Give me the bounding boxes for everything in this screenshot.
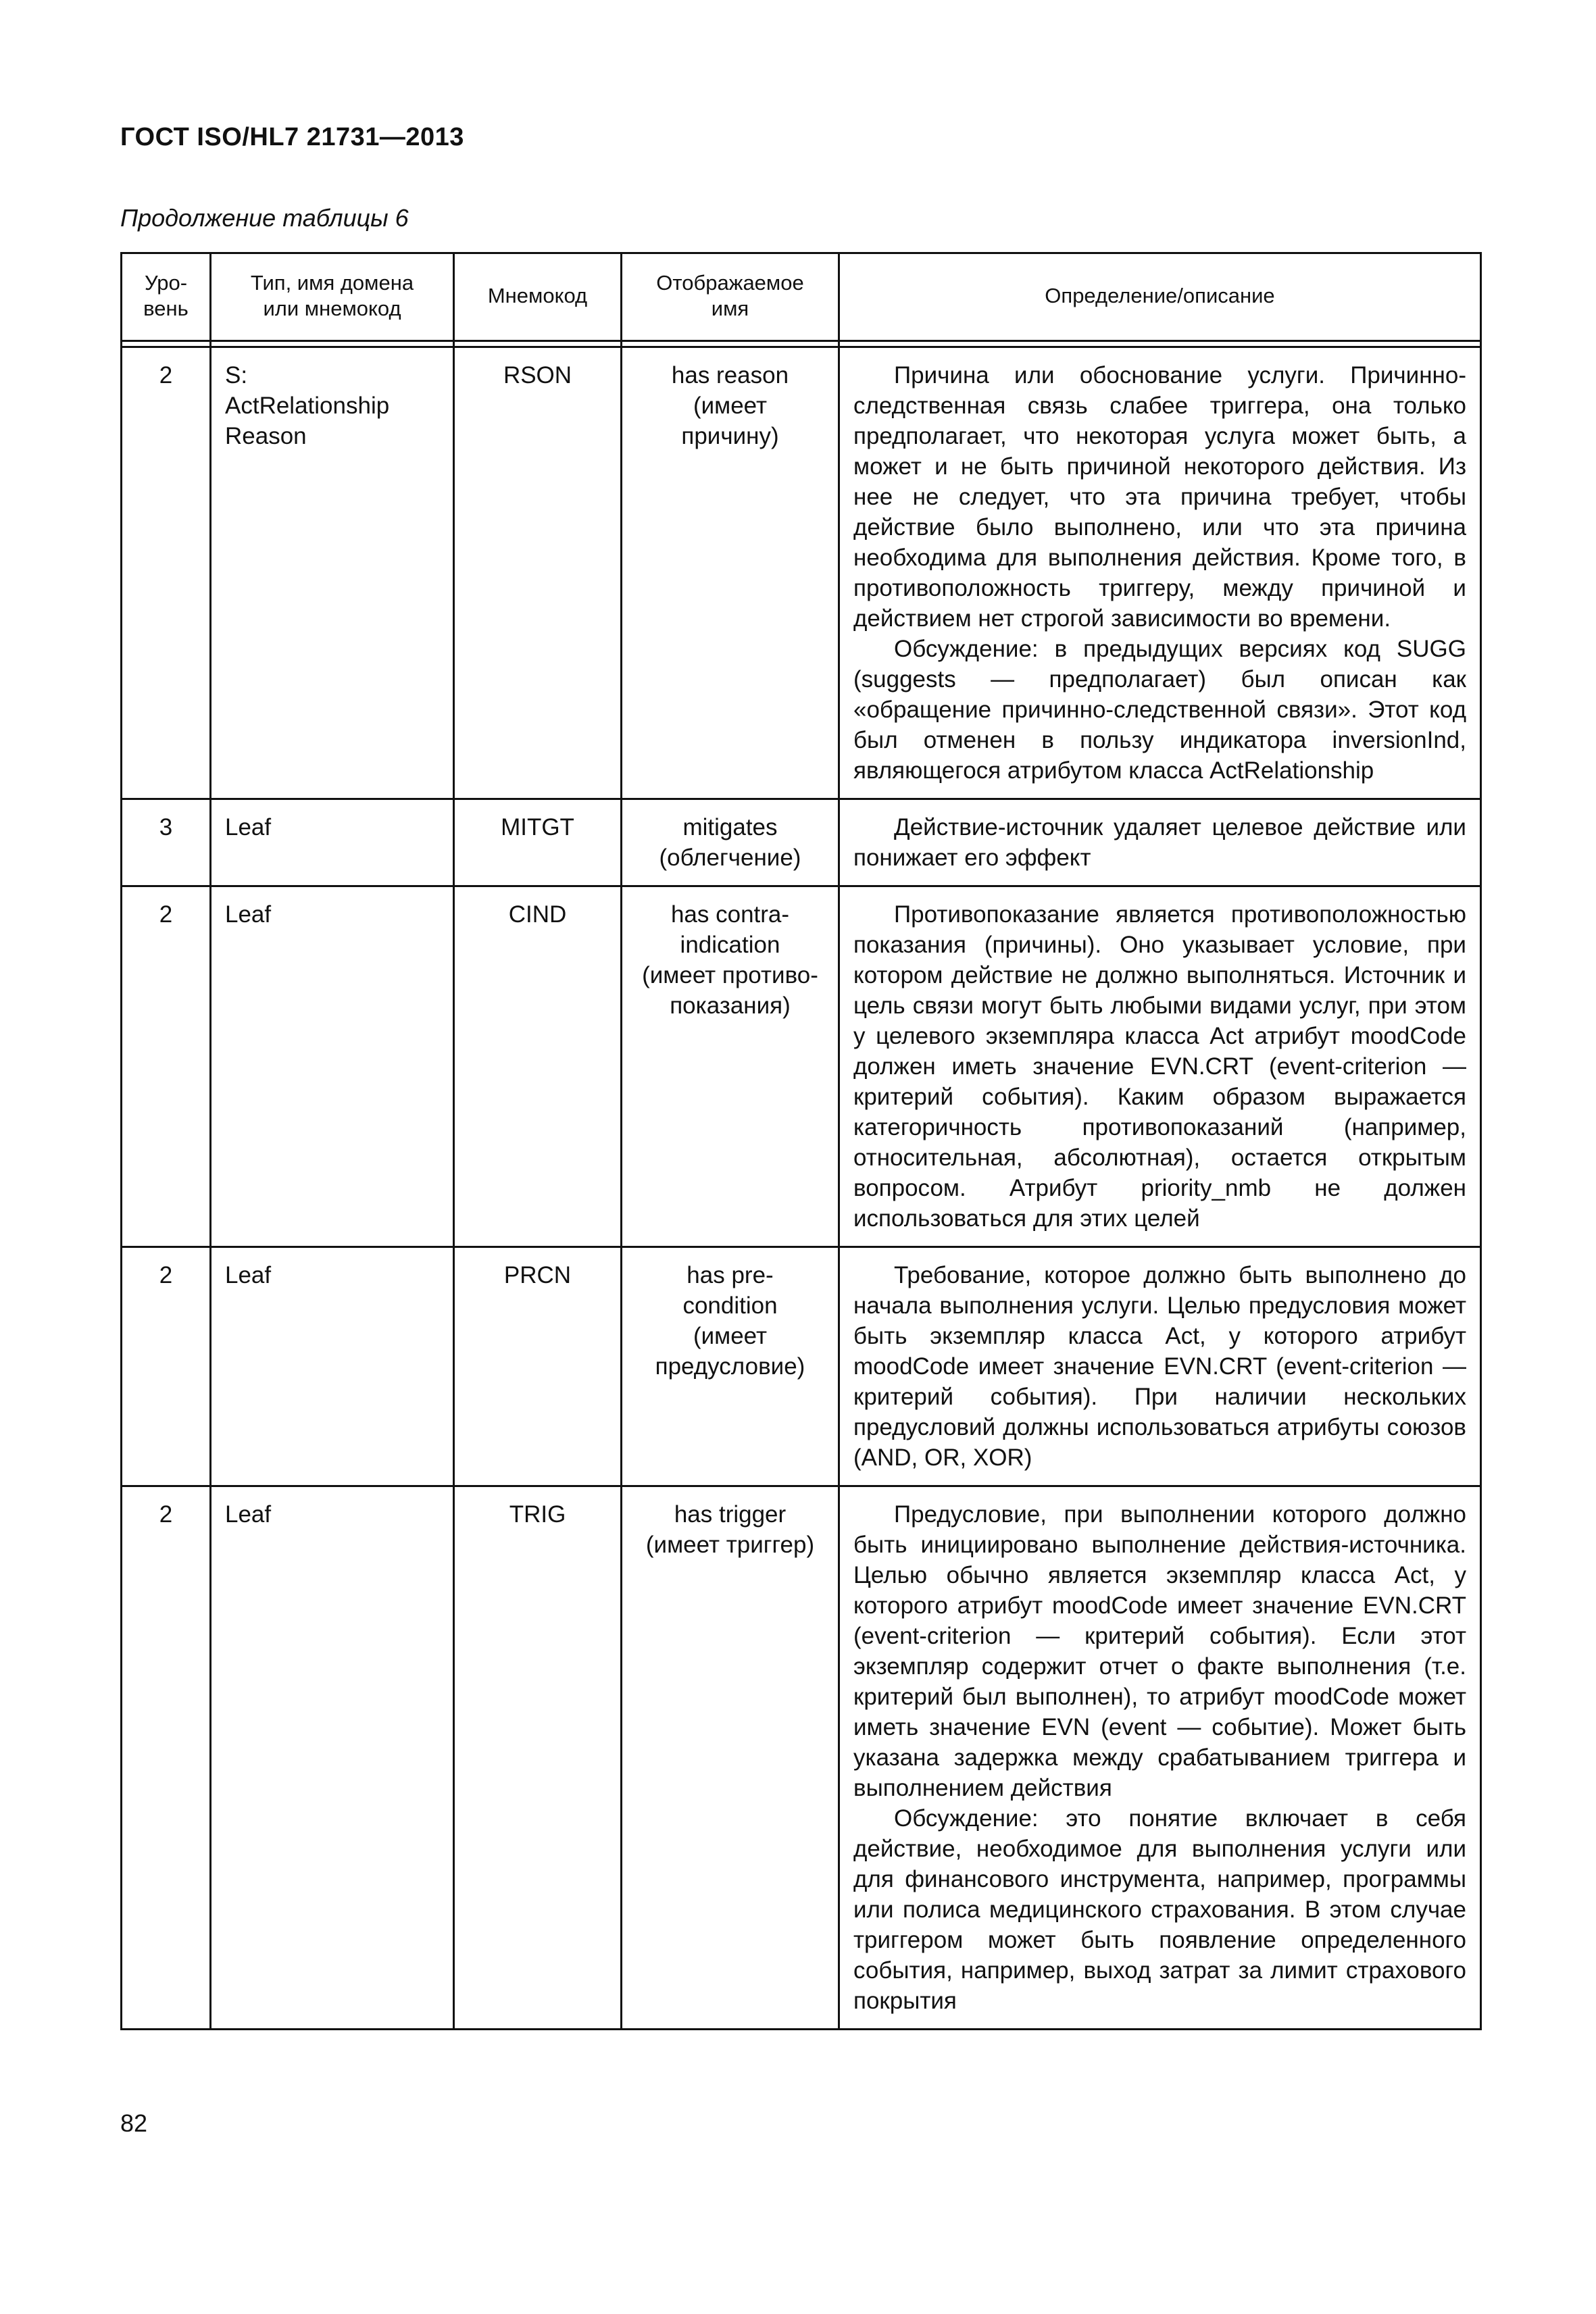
level-cell-text: 2 bbox=[159, 362, 173, 388]
type-cell bbox=[211, 347, 454, 799]
mnemonic-cell-text: MITGT bbox=[501, 814, 574, 840]
display-name-cell-text: has reason (имеет причину) bbox=[671, 362, 789, 449]
header-separator bbox=[122, 341, 1481, 347]
definition-cell bbox=[839, 1247, 1481, 1486]
level-cell bbox=[122, 799, 211, 886]
column-header-text: Определение/описание bbox=[1045, 283, 1275, 307]
type-cell-text: Leaf bbox=[225, 814, 272, 840]
level-cell-text: 2 bbox=[159, 1501, 173, 1528]
type-cell bbox=[211, 886, 454, 1247]
type-cell bbox=[211, 799, 454, 886]
definition-cell bbox=[839, 347, 1481, 799]
type-cell-text: Leaf bbox=[225, 1501, 272, 1528]
definitions-table-container bbox=[120, 252, 1480, 2030]
column-header-text: Мнемокод bbox=[487, 283, 588, 307]
type-cell-text: S: ActRelationship Reason bbox=[225, 362, 390, 449]
definition-paragraph: Противопоказание является противоположностью показания (причины). Оно указывает условие, при котором действие не должно выполняться. Источник и цель связи могут быть любыми видами услуг, при этом у целевого экземпляра класса Act атрибут moodCode должен иметь значение EVN.CRT (event-criterion — критерий события). Каким образом выражается категоричность противопоказаний (например, относительная, абсолютная), остается открытым вопросом. Атрибут priority_nmb не должен использоваться для этих целей bbox=[853, 901, 1466, 1232]
separator-cell bbox=[122, 341, 211, 347]
mnemonic-cell bbox=[454, 1247, 622, 1486]
level-cell-text: 3 bbox=[159, 814, 173, 840]
column-header-text: Отображаемое имя bbox=[656, 270, 804, 320]
column-header-display-name bbox=[622, 253, 839, 341]
definition-paragraph: Требование, которое должно быть выполнено до начала выполнения услуги. Целью предусловия может быть экземпляр класса Act, у которого атрибут moodCode имеет значение EVN.CRT (event-criterion — критерий события). При наличии нескольких предусловий должны использоваться атрибуты союзов (AND, OR, XOR) bbox=[853, 1262, 1466, 1471]
level-cell bbox=[122, 1486, 211, 2030]
definition-paragraph: Обсуждение: в предыдущих версиях код SUGG (suggests — предполагает) был описан как «обращение причинно-следственной связи». Этот код был отменен в пользу индикатора inversionInd, являющегося атрибутом класса ActRelationship bbox=[853, 636, 1466, 784]
mnemonic-cell-text: TRIG bbox=[509, 1501, 566, 1528]
column-header-type bbox=[211, 253, 454, 341]
mnemonic-cell-text: RSON bbox=[503, 362, 572, 388]
column-header-definition bbox=[839, 253, 1481, 341]
display-name-cell bbox=[622, 1247, 839, 1486]
table-row bbox=[122, 799, 1481, 886]
definition-cell bbox=[839, 886, 1481, 1247]
separator-cell bbox=[454, 341, 622, 347]
separator-cell bbox=[839, 341, 1481, 347]
definition-cell bbox=[839, 799, 1481, 886]
mnemonic-cell bbox=[454, 1486, 622, 2030]
mnemonic-cell bbox=[454, 347, 622, 799]
mnemonic-cell bbox=[454, 799, 622, 886]
table-row bbox=[122, 886, 1481, 1247]
definition-paragraph: Обсуждение: это понятие включает в себя действие, необходимое для выполнения услуги или для финансового инструмента, например, программы или полиса медицинского страхования. В этом случае триггером может быть появление определенного события, например, выход затрат за лимит страхового покрытия bbox=[853, 1805, 1466, 2014]
type-cell bbox=[211, 1247, 454, 1486]
table-row bbox=[122, 1247, 1481, 1486]
type-cell bbox=[211, 1486, 454, 2030]
display-name-cell bbox=[622, 347, 839, 799]
mnemonic-cell-text: PRCN bbox=[503, 1262, 572, 1288]
display-name-cell bbox=[622, 1486, 839, 2030]
display-name-cell-text: has contra- indication (имеет противо- показания) bbox=[642, 901, 818, 1019]
separator-cell bbox=[211, 341, 454, 347]
table-header-row bbox=[122, 253, 1481, 341]
level-cell bbox=[122, 886, 211, 1247]
level-cell bbox=[122, 347, 211, 799]
table-row bbox=[122, 1486, 1481, 2030]
definition-paragraph: Действие-источник удаляет целевое действие или понижает его эффект bbox=[853, 814, 1466, 871]
document-title: ГОСТ ISO/HL7 21731—2013 bbox=[120, 123, 464, 151]
display-name-cell-text: mitigates (облегчение) bbox=[659, 814, 801, 871]
column-header-mnemonic bbox=[454, 253, 622, 341]
mnemonic-cell-text: CIND bbox=[508, 901, 567, 928]
level-cell bbox=[122, 1247, 211, 1486]
definitions-table bbox=[120, 252, 1482, 2030]
mnemonic-cell bbox=[454, 886, 622, 1247]
type-cell-text: Leaf bbox=[225, 1262, 272, 1288]
column-header-text: Тип, имя домена или мнемокод bbox=[250, 270, 414, 320]
display-name-cell-text: has pre- condition (имеет предусловие) bbox=[655, 1262, 805, 1380]
table-caption: Продолжение таблицы 6 bbox=[120, 204, 409, 232]
display-name-cell bbox=[622, 799, 839, 886]
column-header-text: Уро- вень bbox=[143, 270, 189, 320]
level-cell-text: 2 bbox=[159, 901, 173, 928]
display-name-cell bbox=[622, 886, 839, 1247]
definition-paragraph: Предусловие, при выполнении которого должно быть инициировано выполнение действия-источника. Целью обычно является экземпляр класса Act, у которого атрибут moodCode имеет значение EVN.CRT (event-criterion — критерий события). Если этот экземпляр содержит отчет о факте выполнения (т.е. критерий был выполнен), то атрибут moodCode может иметь значение EVN (event — событие). Может быть указана задержка между срабатыванием триггера и выполнением действия bbox=[853, 1501, 1466, 1801]
table-row bbox=[122, 347, 1481, 799]
type-cell-text: Leaf bbox=[225, 901, 272, 928]
level-cell-text: 2 bbox=[159, 1262, 173, 1288]
definition-paragraph: Причина или обоснование услуги. Причинно-следственная связь слабее триггера, она только предполагает, что некоторая услуга может быть, а может и не быть причиной некоторого действия. Из нее не следует, что эта причина требует, чтобы действие было выполнено, или что эта причина необходима для выполнения действия. Кроме того, в противоположность триггеру, между причиной и действием нет строгой зависимости во времени. bbox=[853, 362, 1466, 632]
display-name-cell-text: has trigger (имеет триггер) bbox=[645, 1501, 815, 1558]
definition-cell bbox=[839, 1486, 1481, 2030]
separator-cell bbox=[622, 341, 839, 347]
page-number: 82 bbox=[120, 2109, 148, 2137]
column-header-level bbox=[122, 253, 211, 341]
